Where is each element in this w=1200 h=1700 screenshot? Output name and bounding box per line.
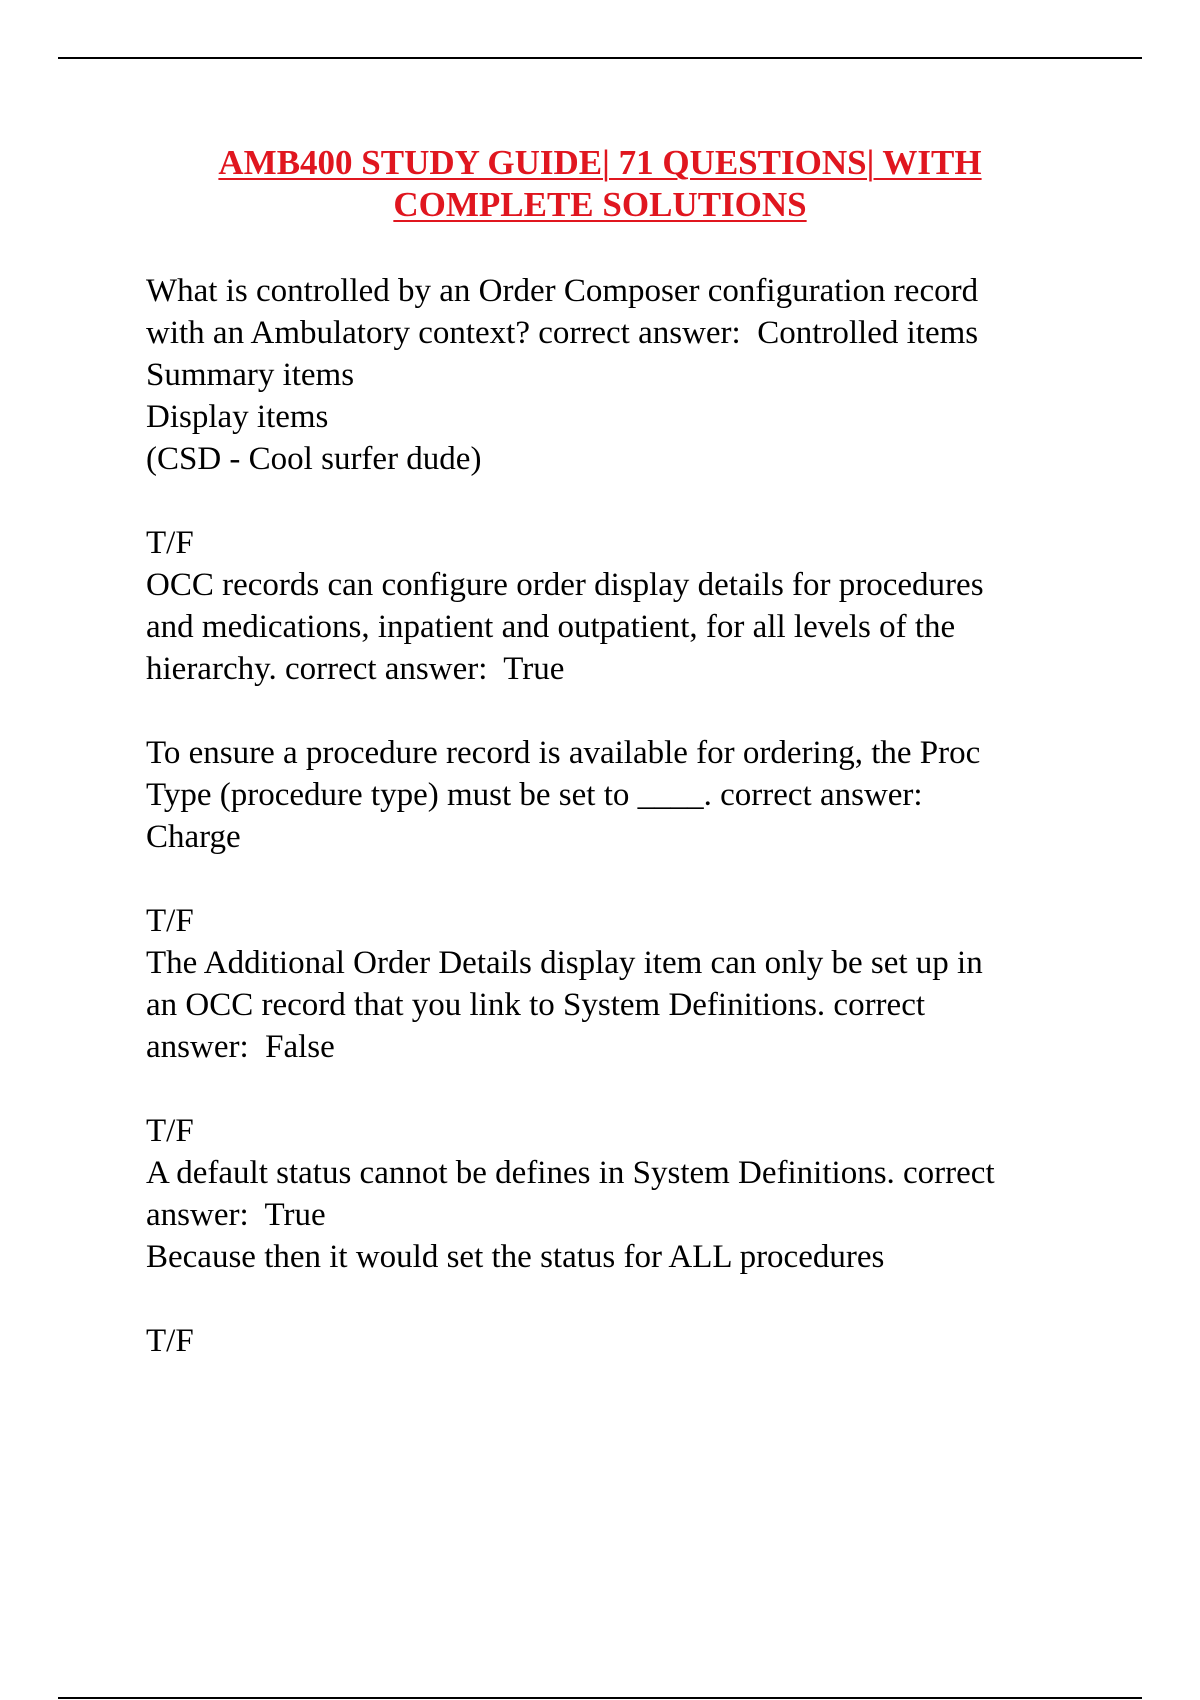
text-line: hierarchy. correct answer: True bbox=[146, 651, 565, 687]
text-line: Because then it would set the status for ALL procedures bbox=[146, 1239, 885, 1275]
question-block bbox=[146, 1320, 1156, 1362]
page-title bbox=[100, 142, 1100, 226]
text-line: The Additional Order Details display item can only be set up in bbox=[146, 945, 983, 981]
text-line: Summary items bbox=[146, 357, 355, 393]
text-line: (CSD - Cool surfer dude) bbox=[146, 441, 482, 477]
top-rule bbox=[58, 57, 1142, 59]
text-line: What is controlled by an Order Composer configuration record bbox=[146, 273, 979, 309]
text-line: Type (procedure type) must be set to ____. correct answer: bbox=[146, 777, 923, 813]
text-line: and medications, inpatient and outpatient, for all levels of the bbox=[146, 609, 956, 645]
text-line: T/F bbox=[146, 525, 194, 561]
text-line: T/F bbox=[146, 1113, 194, 1149]
text-line: To ensure a procedure record is available for ordering, the Proc bbox=[146, 735, 981, 771]
text-line: an OCC record that you link to System Definitions. correct bbox=[146, 987, 926, 1023]
document-body bbox=[146, 270, 1156, 1404]
text-line: Charge bbox=[146, 819, 241, 855]
text-line: Display items bbox=[146, 399, 329, 435]
question-block bbox=[146, 270, 1156, 480]
title-line: AMB400 STUDY GUIDE| 71 QUESTIONS| WITH bbox=[218, 143, 982, 182]
text-line: A default status cannot be defines in System Definitions. correct bbox=[146, 1155, 995, 1191]
text-line: answer: True bbox=[146, 1197, 326, 1233]
question-block bbox=[146, 1110, 1156, 1278]
text-line: with an Ambulatory context? correct answer: Controlled items bbox=[146, 315, 979, 351]
bottom-rule bbox=[58, 1697, 1142, 1699]
text-line: T/F bbox=[146, 1323, 194, 1359]
question-block bbox=[146, 900, 1156, 1068]
question-block bbox=[146, 522, 1156, 690]
text-line: T/F bbox=[146, 903, 194, 939]
question-block bbox=[146, 732, 1156, 858]
title-line: COMPLETE SOLUTIONS bbox=[393, 185, 807, 224]
text-line: answer: False bbox=[146, 1029, 335, 1065]
text-line: OCC records can configure order display details for procedures bbox=[146, 567, 984, 603]
